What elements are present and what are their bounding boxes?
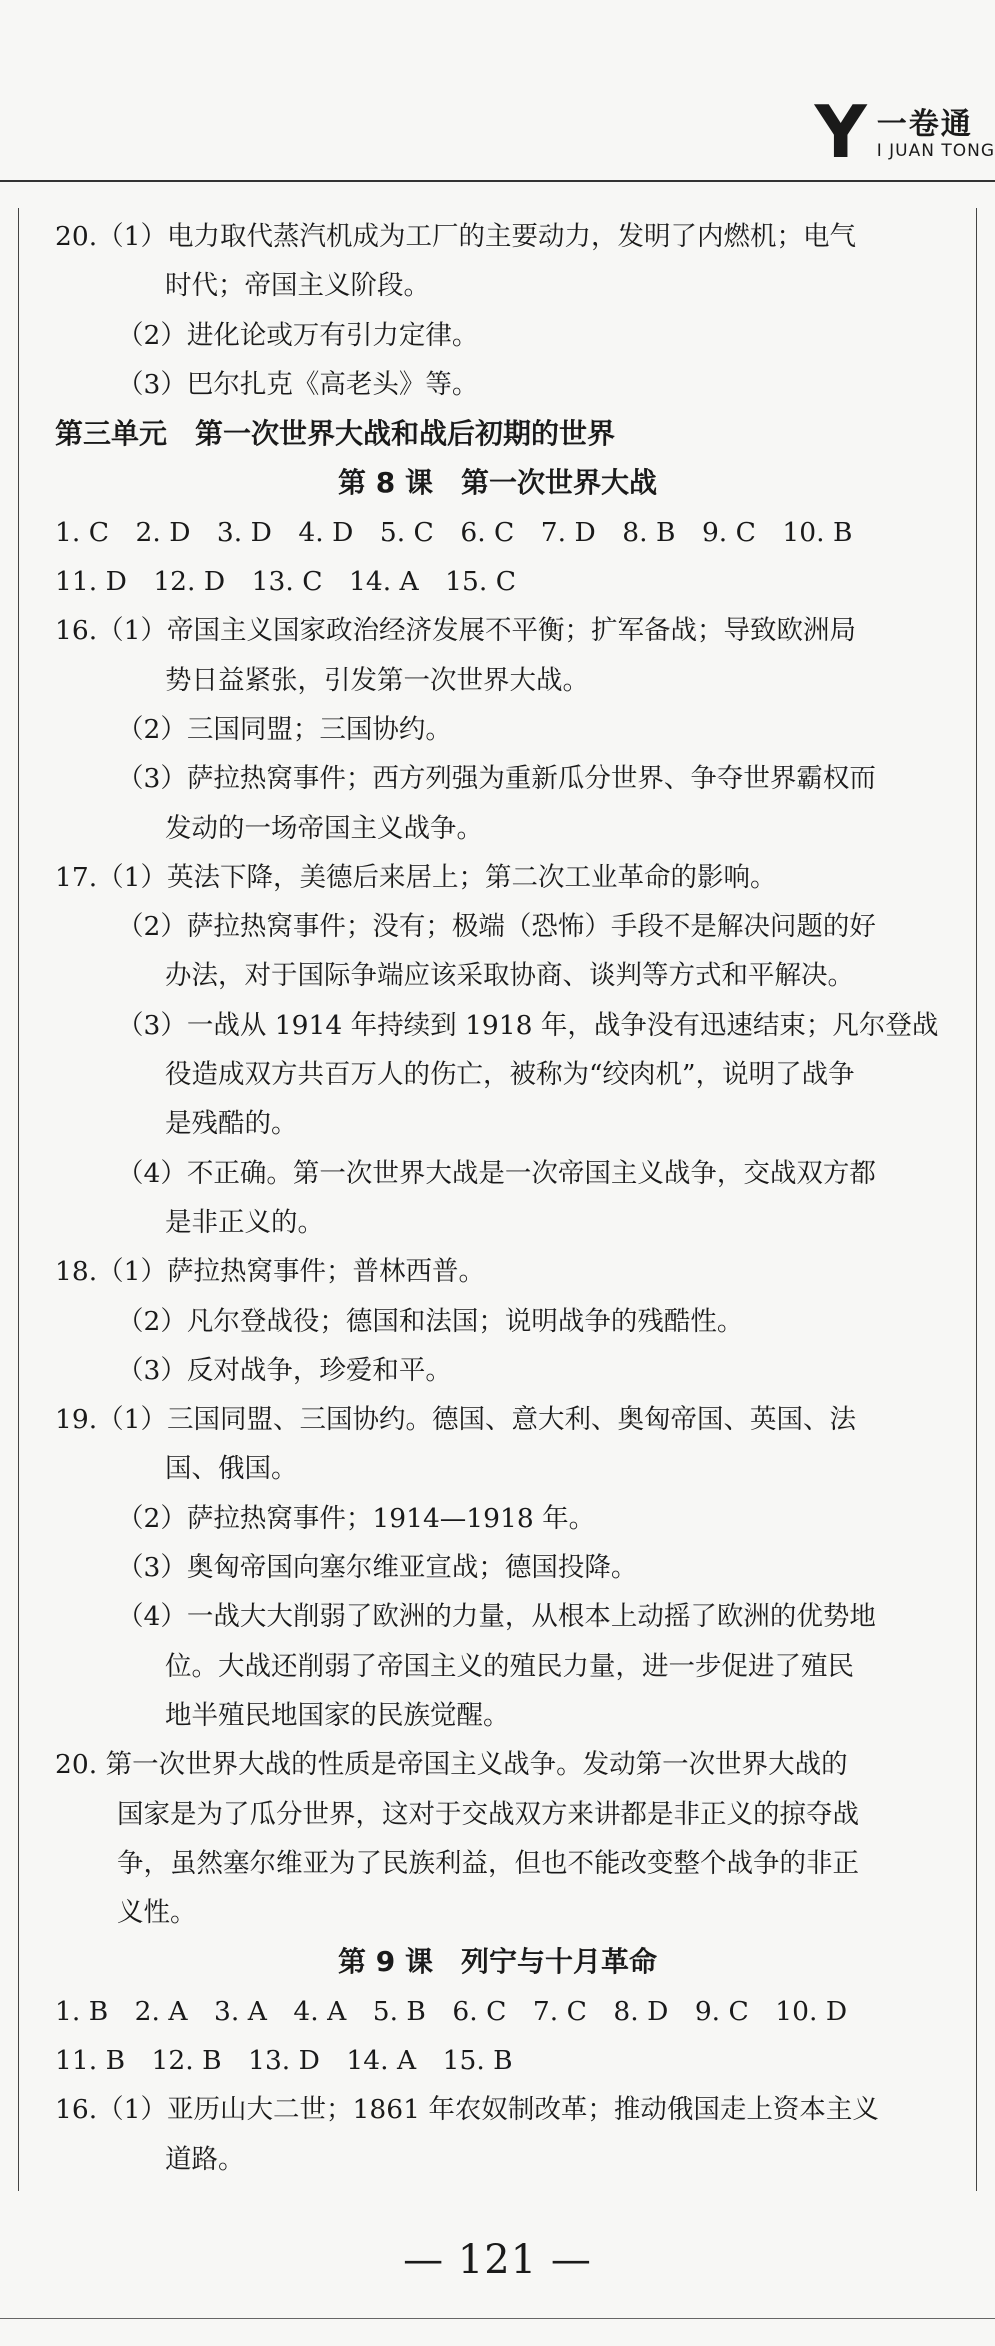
answer-line: （4）不正确。第一次世界大战是一次帝国主义战争，交战双方都 bbox=[117, 1157, 876, 1189]
left-margin-line bbox=[18, 208, 19, 2191]
answer-line: 16.（1）帝国主义国家政治经济发展不平衡；扩军备战；导致欧洲局 bbox=[55, 615, 857, 647]
answer-line: （2）萨拉热窝事件；没有；极端（恐怖）手段不是解决问题的好 bbox=[117, 911, 876, 943]
answer-line: 1. C 2. D 3. D 4. D 5. C 6. C 7. D 8. B 9. C 10. B bbox=[55, 516, 853, 548]
page-number: — 121 — bbox=[403, 2237, 592, 2283]
answer-line: 1. B 2. A 3. A 4. A 5. B 6. C 7. C 8. D 9. C 10. D bbox=[55, 1995, 848, 2027]
answer-line: （3）巴尔扎克《高老头》等。 bbox=[117, 368, 479, 400]
footer-rule bbox=[0, 2318, 995, 2319]
answer-line: 义性。 bbox=[117, 1897, 197, 1929]
answer-line: 16.（1）亚历山大二世；1861 年农奴制改革；推动俄国走上资本主义 bbox=[55, 2094, 879, 2126]
answer-line: 20. 第一次世界大战的性质是帝国主义战争。发动第一次世界大战的 bbox=[55, 1749, 848, 1781]
publisher-logo bbox=[814, 90, 995, 174]
logo-text bbox=[877, 102, 995, 160]
answer-line: 道路。 bbox=[165, 2143, 245, 2175]
answer-key-body bbox=[55, 212, 940, 2184]
answer-line: （2）萨拉热窝事件；1914—1918 年。 bbox=[117, 1502, 596, 1534]
answer-line: （2）进化论或万有引力定律。 bbox=[117, 319, 479, 351]
answer-line: 役造成双方共百万人的伤亡，被称为“绞肉机”，说明了战争 bbox=[165, 1059, 855, 1091]
answer-line: 国、俄国。 bbox=[165, 1453, 298, 1485]
answer-line: （4）一战大大削弱了欧洲的力量，从根本上动摇了欧洲的优势地 bbox=[117, 1601, 876, 1633]
answer-line: 位。大战还削弱了帝国主义的殖民力量，进一步促进了殖民 bbox=[165, 1650, 854, 1682]
header-rule bbox=[0, 180, 995, 182]
answer-line: 势日益紧张，引发第一次世界大战。 bbox=[165, 664, 589, 696]
unit-heading: 第三单元 第一次世界大战和战后初期的世界 bbox=[55, 417, 616, 451]
answer-line: 是残酷的。 bbox=[165, 1108, 298, 1140]
answer-line: 发动的一场帝国主义战争。 bbox=[165, 812, 483, 844]
logo-english: I JUAN TONG bbox=[876, 141, 995, 161]
logo-letter: Y bbox=[814, 90, 867, 174]
answer-line: 19.（1）三国同盟、三国协约。德国、意大利、奥匈帝国、英国、法 bbox=[55, 1404, 857, 1436]
answer-line: 20.（1）电力取代蒸汽机成为工厂的主要动力，发明了内燃机；电气 bbox=[55, 221, 857, 252]
answer-line: （3）反对战争，珍爱和平。 bbox=[117, 1354, 452, 1386]
lesson-heading: 第 9 课 列宁与十月革命 bbox=[338, 1945, 657, 1979]
answer-line: （3）奥匈帝国向塞尔维亚宣战；德国投降。 bbox=[117, 1552, 638, 1584]
answer-line: 是非正义的。 bbox=[165, 1206, 324, 1238]
answer-line: 地半殖民地国家的民族觉醒。 bbox=[165, 1699, 510, 1731]
answer-line: 时代；帝国主义阶段。 bbox=[165, 270, 430, 302]
answer-line: 办法，对于国际争端应该采取协商、谈判等方式和平解决。 bbox=[165, 960, 854, 992]
logo-chinese: 一卷通 bbox=[876, 107, 973, 142]
answer-line: 11. D 12. D 13. C 14. A 15. C bbox=[55, 566, 517, 598]
answer-line: 11. B 12. B 13. D 14. A 15. B bbox=[55, 2044, 513, 2076]
answer-line: （2）凡尔登战役；德国和法国；说明战争的残酷性。 bbox=[117, 1305, 744, 1337]
answer-line: （2）三国同盟；三国协约。 bbox=[117, 713, 452, 745]
answer-line: （3）萨拉热窝事件；西方列强为重新瓜分世界、争夺世界霸权而 bbox=[117, 763, 876, 795]
answer-line: 争，虽然塞尔维亚为了民族利益，但也不能改变整个战争的非正 bbox=[117, 1847, 859, 1879]
right-margin-line bbox=[976, 208, 977, 2191]
answer-line: 国家是为了瓜分世界，这对于交战双方来讲都是非正义的掠夺战 bbox=[117, 1798, 859, 1830]
answer-line: （3）一战从 1914 年持续到 1918 年，战争没有迅速结束；凡尔登战 bbox=[117, 1009, 939, 1041]
answer-line: 18.（1）萨拉热窝事件；普林西普。 bbox=[55, 1256, 486, 1288]
answer-line: 17.（1）英法下降，美德后来居上；第二次工业革命的影响。 bbox=[55, 861, 777, 893]
lesson-heading: 第 8 课 第一次世界大战 bbox=[338, 466, 657, 500]
